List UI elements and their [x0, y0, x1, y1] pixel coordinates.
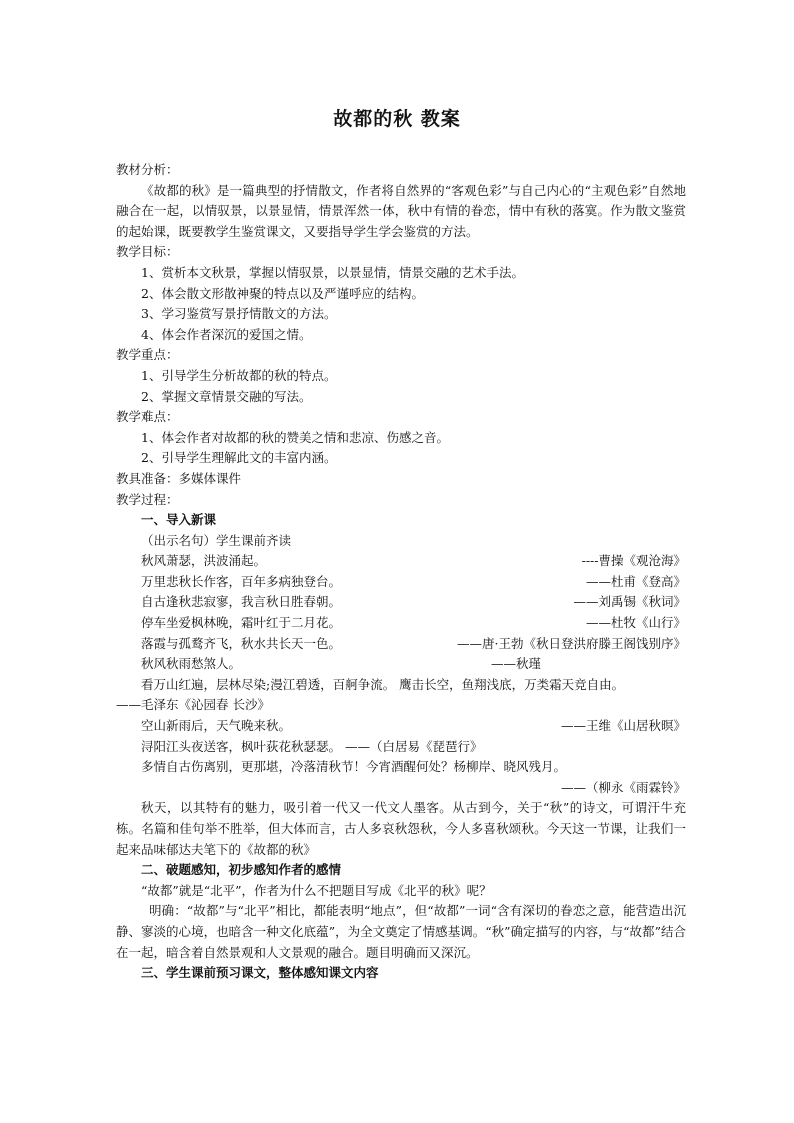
process-label: 教学过程：	[116, 491, 179, 507]
poem-source: ——秋瑾	[491, 656, 542, 672]
baijuyi-line: 浔阳江头夜送客，枫叶荻花秋瑟瑟。 ——（白居易《琵琶行》	[141, 738, 483, 754]
poem-line	[116, 592, 686, 613]
tools-line: 教具准备：多媒体课件	[116, 470, 242, 486]
poem-line	[116, 613, 686, 634]
intro-paragraph: 秋天，以其特有的魅力，吸引着一代又一代文人墨客。从古到今，关于“秋”的诗文，可谓汗牛充栋。名篇和佳句举不胜举，但大体而言，古人多哀秋怨秋，今人多喜秋颂秋。今天这一节课，让我们一起来品味郁达夫笔下的《故都的秋》	[116, 800, 686, 857]
mao-source: ——毛泽东《沁园春 长沙》	[116, 697, 270, 713]
poem-line	[116, 572, 686, 593]
goal-item: 1、赏析本文秋景，掌握以情驭景，以景显情，情景交融的艺术手法。	[141, 264, 524, 280]
mao-line: 看万山红遍，层林尽染;漫江碧透，百舸争流。 鹰击长空，鱼翔浅底，万类霜天竞自由。	[141, 676, 625, 692]
poem-source: ——王维《山居秋暝》	[560, 718, 686, 734]
step2-question: “故都”就是“北平”，作者为什么不把题目写成《北平的秋》呢？	[141, 882, 492, 898]
poem-text: 秋风萧瑟，洪波涌起。	[141, 553, 267, 569]
poem-source: ——杜甫《登高》	[585, 573, 686, 589]
poem-text: 万里悲秋长作客，百年多病独登台。	[141, 573, 342, 589]
step1-heading: 一、导入新课	[141, 512, 217, 528]
poem-source: ——刘禹锡《秋词》	[573, 594, 686, 610]
document-body	[116, 160, 686, 984]
goals-label: 教学目标：	[116, 244, 179, 260]
poem-line	[116, 634, 686, 655]
material-text: 《故都的秋》是一篇典型的抒情散文，作者将自然界的“客观色彩”与自己内心的“主观色彩”自然地融合在一起，以情驭景，以景显情，情景浑然一体，秋中有情的眷恋，情中有秋的落寞。作为散文鉴赏的起始课，既要教学生鉴赏课文，又要指导学生学会鉴赏的方法。	[116, 182, 686, 239]
poem-line	[116, 551, 686, 572]
page-title: 故都的秋 教案	[333, 108, 461, 130]
poem-source: ——唐·王勃《秋日登洪府滕王阁饯别序》	[457, 635, 686, 651]
key-item: 2、掌握文章情景交融的写法。	[141, 388, 312, 404]
poem-line	[116, 654, 686, 675]
step2-heading: 二、破题感知，初步感知作者的感情	[141, 862, 342, 878]
difficulty-label: 教学难点：	[116, 409, 179, 425]
poem-text: 自古逢秋悲寂寥，我言秋日胜春朝。	[141, 594, 342, 610]
goal-item: 4、体会作者深沉的爱国之情。	[141, 326, 312, 342]
poem-text: 秋风秋雨愁煞人。	[141, 656, 242, 672]
poem-source: ——杜牧《山行》	[585, 615, 686, 631]
liuyong-source: ——（柳永《雨霖铃》	[560, 779, 686, 795]
poem-text: 空山新雨后，天气晚来秋。	[141, 718, 292, 734]
step3-heading: 三、学生课前预习课文，整体感知课文内容	[141, 965, 379, 981]
step2-answer: 明确：“故都”与“北平”相比，都能表明“地点”，但“故都”一词“含有深切的眷恋之意，能营造出沉静、寥淡的心境，也暗含一种文化底蕴”，为全文奠定了情感基调。“秋”确定描写的内容，与“故都”结合在一起，暗含着自然景观和人文景观的融合。题目明确而又深沉。	[116, 903, 686, 960]
key-label: 教学重点：	[116, 347, 179, 363]
goal-item: 3、学习鉴赏写景抒情散文的方法。	[141, 306, 337, 322]
poem-line	[116, 716, 686, 737]
difficulty-item: 1、体会作者对故都的秋的赞美之情和悲凉、伤感之音。	[141, 429, 449, 445]
key-item: 1、引导学生分析故都的秋的特点。	[141, 367, 337, 383]
poem-text: 落霞与孤鹜齐飞，秋水共长天一色。	[141, 635, 342, 651]
poem-source: ----曹操《观沧海》	[581, 553, 686, 569]
material-label: 教材分析：	[116, 162, 179, 177]
poem-text: 停车坐爱枫林晚，霜叶红于二月花。	[141, 615, 342, 631]
step1-intro: （出示名句）学生课前齐读	[141, 532, 292, 548]
liuyong-line: 多情自古伤离别，更那堪，冷落清秋节！今宵酒醒何处？杨柳岸、晓风残月。	[141, 759, 567, 775]
goal-item: 2、体会散文形散神聚的特点以及严谨呼应的结构。	[141, 285, 424, 301]
difficulty-item: 2、引导学生理解此文的丰富内涵。	[141, 450, 337, 466]
